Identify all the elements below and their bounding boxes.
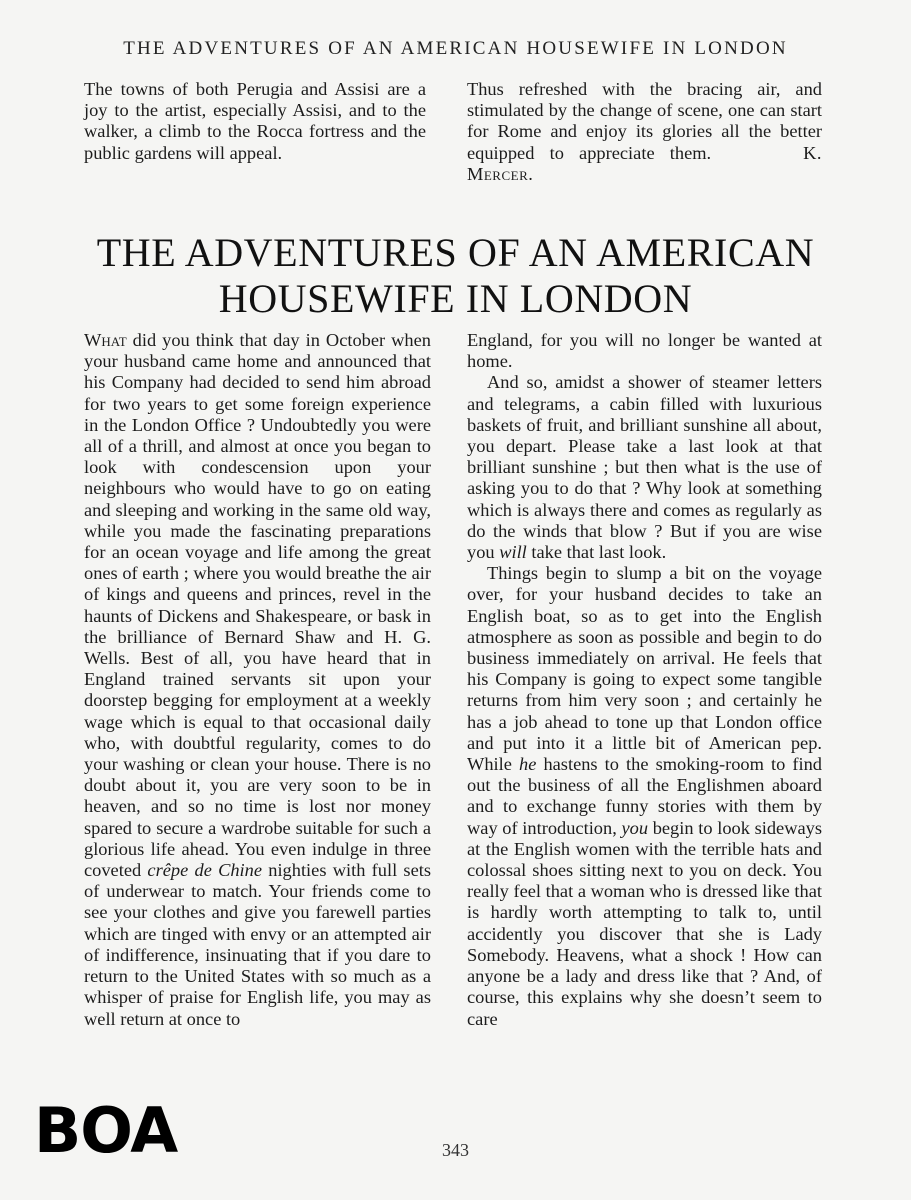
previous-article-left-column (84, 79, 426, 164)
paragraph-text: take that last look. (526, 542, 667, 563)
lead-word: What (84, 330, 127, 350)
previous-article-right-column (467, 79, 822, 185)
article-paragraph (467, 563, 822, 1029)
author-signature: K. Mercer. (467, 142, 822, 184)
article-title (60, 230, 851, 322)
running-head: THE ADVENTURES OF AN AMERICAN HOUSEWIFE IN LONDON (123, 38, 788, 59)
paragraph-text: Things begin to slump a bit on the voyage over, for your husband decides to take an English boat, so as to get into the English atmosphere as soon as possible and begin to do business immediately on arrival. He feels that his Company is going to expect some tangible returns from him very soon ; and certainly he has a job ahead to tone up that London office and put into it a little bit of American pep. While (467, 563, 822, 775)
article-paragraph (84, 330, 431, 1030)
italic-phrase: crêpe de Chine (147, 860, 263, 881)
previous-article-text: Thus refreshed with the bracing air, and stimulated by the change of scene, one can start for Rome and enjoy its glories all the better equipped to appreciate them. (467, 79, 822, 163)
boa-logo: BOA (34, 1094, 178, 1167)
page-number: 343 (442, 1140, 469, 1160)
italic-word: you (621, 817, 649, 838)
article-column-1 (84, 330, 431, 1030)
italic-word: will (499, 542, 527, 563)
italic-word: he (519, 754, 537, 775)
article-column-2 (467, 330, 822, 1030)
paragraph-text: And so, amidst a shower of steamer letters and telegrams, a cabin filled with luxurious baskets of fruit, and brilliant sunshine all about, you depart. Please take a last look at that brilliant sunshine ; but then what is the use of asking you to do that ? Why look at something which is always there and comes as regularly as do the winds that blow ? But if you are wise you (467, 372, 822, 563)
paragraph-text: did you think that day in October when your husband came home and announced that his Company had decided to send him abroad for two years to get some foreign experience in the London Office ? Undoubtedly you were all of a thrill, and almost at once you began to look with condescension upon your neighbours who would have to go on eating and sleeping and working in the same old way, while you made the fascinating preparations for an ocean voyage and life among the great ones of earth ; where you would breathe the air of kings and queens and princes, revel in the haunts of Dickens and Shakespeare, or bask in the brilliance of Bernard Shaw and H. G. Wells. Best of all, you have heard that in England trained servants sit upon your doorstep begging for employment at a weekly wage which is equal to that occasional daily who, with doubtful regularity, comes to do your washing or clean your house. There is no doubt about it, you are very soon to be in heaven, and so no time is lost nor money spared to secure a wardrobe suitable for such a glorious life ahead. You even indulge in three coveted (84, 330, 431, 881)
paragraph-text: begin to look sideways at the English women with the terrible hats and colossal shoes sitting next to you on deck. You really feel that a woman who is dressed like that is hardly worth attempting to talk to, until accidently you discover that she is Lady Somebody. Heavens, what a shock ! How can anyone be a lady and dress like that ? And, of course, this explains why she doesn’t seem to care (467, 817, 822, 1029)
article-title-line-2: HOUSEWIFE IN LONDON (218, 276, 693, 321)
paragraph-text: hastens to the smoking-room to find out the business of all the Englishmen aboard and to exchange funny stories with them by way of introduction, (467, 754, 822, 838)
previous-article-paragraph (467, 79, 822, 185)
paragraph-text: nighties with full sets of underwear to match. Your friends come to see your clothes and give you farewell parties which are tinged with envy or an attempted air of indifference, insinuating that if you dare to return to the United States with so much as a whisper of praise for English life, you may as well return at once to (84, 860, 431, 1029)
article-title-line-1: THE ADVENTURES OF AN AMERICAN (96, 230, 815, 275)
article-paragraph: England, for you will no longer be wanted at home. (467, 330, 822, 372)
article-paragraph (467, 372, 822, 563)
previous-article-paragraph: The towns of both Perugia and Assisi are a joy to the artist, especially Assisi, and to the walker, a climb to the Rocca fortress and the public gardens will appeal. (84, 79, 426, 163)
